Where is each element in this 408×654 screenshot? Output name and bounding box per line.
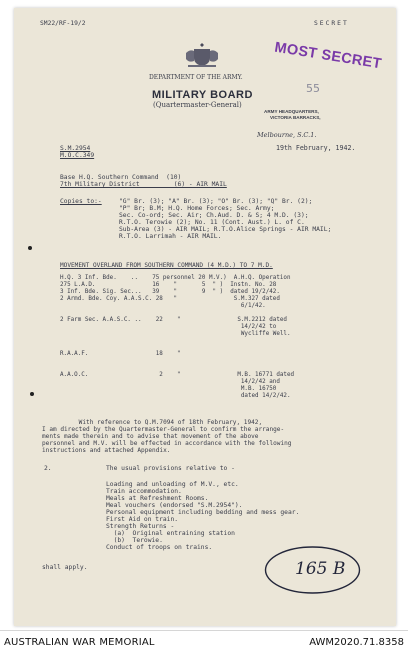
copies-line: R.T.O. Terowie (2); No. 11 (Cont. Aust.) L. of C.: [119, 219, 305, 226]
addressee-line: 7th Military District (6) - AIR MAIL: [60, 181, 227, 188]
footer-accession: AWM2020.71.8358: [309, 637, 404, 648]
provision-item: (a) Original entraining station: [106, 530, 235, 537]
movement-row: M.B. 16750: [60, 386, 277, 392]
copies-line: Sub-Area (3) - AIR MAIL; R.T.O.Alice Springs - AIR MAIL;: [119, 226, 332, 233]
provision-item: Meals at Refreshment Rooms.: [106, 495, 209, 502]
file-reference: SM22/RF-19/2: [40, 20, 86, 27]
department-heading: DEPARTMENT OF THE ARMY.: [149, 74, 243, 81]
movement-row: R.A.A.F. 18 ": [60, 351, 181, 357]
movement-row: Wycliffe Well.: [60, 331, 291, 337]
movement-row: H.Q. 3 Inf. Bde. .. 75 personnel 20 M.V.) A.H.Q. Operation: [60, 275, 291, 281]
place-line: Melbourne, S.C.1.: [257, 131, 317, 139]
paragraph-line: ments made therein and to advise that movement of the above: [42, 433, 259, 440]
paragraph-line: personnel and M.V. will be effected in accordance with the following: [42, 440, 292, 447]
board-title: MILITARY BOARD: [152, 89, 253, 101]
handwritten-number: 165 B: [295, 559, 346, 579]
movement-row: 14/2/42 and: [60, 379, 280, 385]
classification-label: SECRET: [314, 20, 349, 27]
movement-row: 6/1/42.: [60, 303, 266, 309]
copies-line: "P" Br; B.M; H.Q. Home Forces; Sec. Army;: [119, 205, 275, 212]
most-secret-stamp: MOST SECRET: [273, 39, 383, 73]
copies-label: Copies to:-: [60, 198, 102, 205]
copies-line: "G" Br. (3); "A" Br. (3); "O" Br. (3); "Q" Br. (2);: [119, 198, 313, 205]
movement-row: dated 14/2/42.: [60, 393, 291, 399]
provision-item: Meal vouchers (endorsed "S.M.2954").: [106, 502, 243, 509]
copies-line: Sec. Co-ord; Sec. Air; Ch.Aud. D. & S; 4 M.D. (3);: [119, 212, 309, 219]
provision-item: Conduct of troops on trains.: [106, 544, 213, 551]
provision-item: First Aid on train.: [106, 516, 179, 523]
hq-address-line: VICTORIA BARRACKS,: [270, 115, 321, 120]
paragraph-intro: The usual provisions relative to -: [106, 465, 235, 472]
copies-line: R.T.O. Larrimah - AIR MAIL.: [119, 233, 222, 240]
movement-row: 14/2/42 to: [60, 324, 277, 330]
movement-row: 2 Armd. Bde. Coy. A.A.S.C. 28 " S.M.327 dated: [60, 296, 280, 302]
movement-heading: MOVEMENT OVERLAND FROM SOUTHERN COMMAND (4 M.D.) TO 7 M.D.: [60, 262, 273, 269]
addressee-line: Base H.Q. Southern Command (10): [60, 174, 182, 181]
coat-of-arms-icon: [184, 41, 220, 69]
movement-row: 275 L.A.D. 16 " 5 " ) Instn. No. 28: [60, 282, 277, 288]
provision-item: Personal equipment including bedding and mess gear.: [106, 509, 300, 516]
provision-item: (b) Terowie.: [106, 537, 163, 544]
movement-row: 3 Inf. Bde. Sig. Sec... 39 " 9 " ) dated 19/2/42.: [60, 289, 280, 295]
punch-hole-mark: [28, 246, 32, 250]
paragraph-line: With reference to Q.M.7094 of 18th February, 1942,: [42, 419, 263, 426]
paragraph-line: instructions and attached Appendix.: [42, 447, 171, 454]
board-subtitle: (Quartermaster-General): [153, 101, 242, 109]
footer-source: AUSTRALIAN WAR MEMORIAL: [4, 637, 155, 648]
paragraph-number: 2.: [44, 465, 52, 472]
movement-row: A.A.O.C. 2 " M.B. 16771 dated: [60, 372, 295, 378]
pencil-annotation: 55: [306, 82, 320, 95]
movement-row: 2 Farm Sec. A.A.S.C. .. 22 " S.M.2212 dated: [60, 317, 287, 323]
provision-item: Strength Returns -: [106, 523, 175, 530]
document-page: [14, 8, 396, 626]
provision-item: Loading and unloading of M.V., etc.: [106, 481, 239, 488]
hq-address-line: ARMY HEADQUARTERS,: [264, 109, 319, 114]
provision-item: Train accommodation.: [106, 488, 182, 495]
footer-bar: [0, 630, 408, 654]
paragraph-line: I am directed by the Quartermaster-General to confirm the arrange-: [42, 426, 285, 433]
document-date: 19th February, 1942.: [276, 144, 356, 152]
reference-number: M.O.C.349: [60, 152, 95, 159]
reference-number: S.M.2954: [60, 145, 91, 152]
closing-line: shall apply.: [42, 564, 88, 571]
punch-hole-mark: [30, 392, 34, 396]
